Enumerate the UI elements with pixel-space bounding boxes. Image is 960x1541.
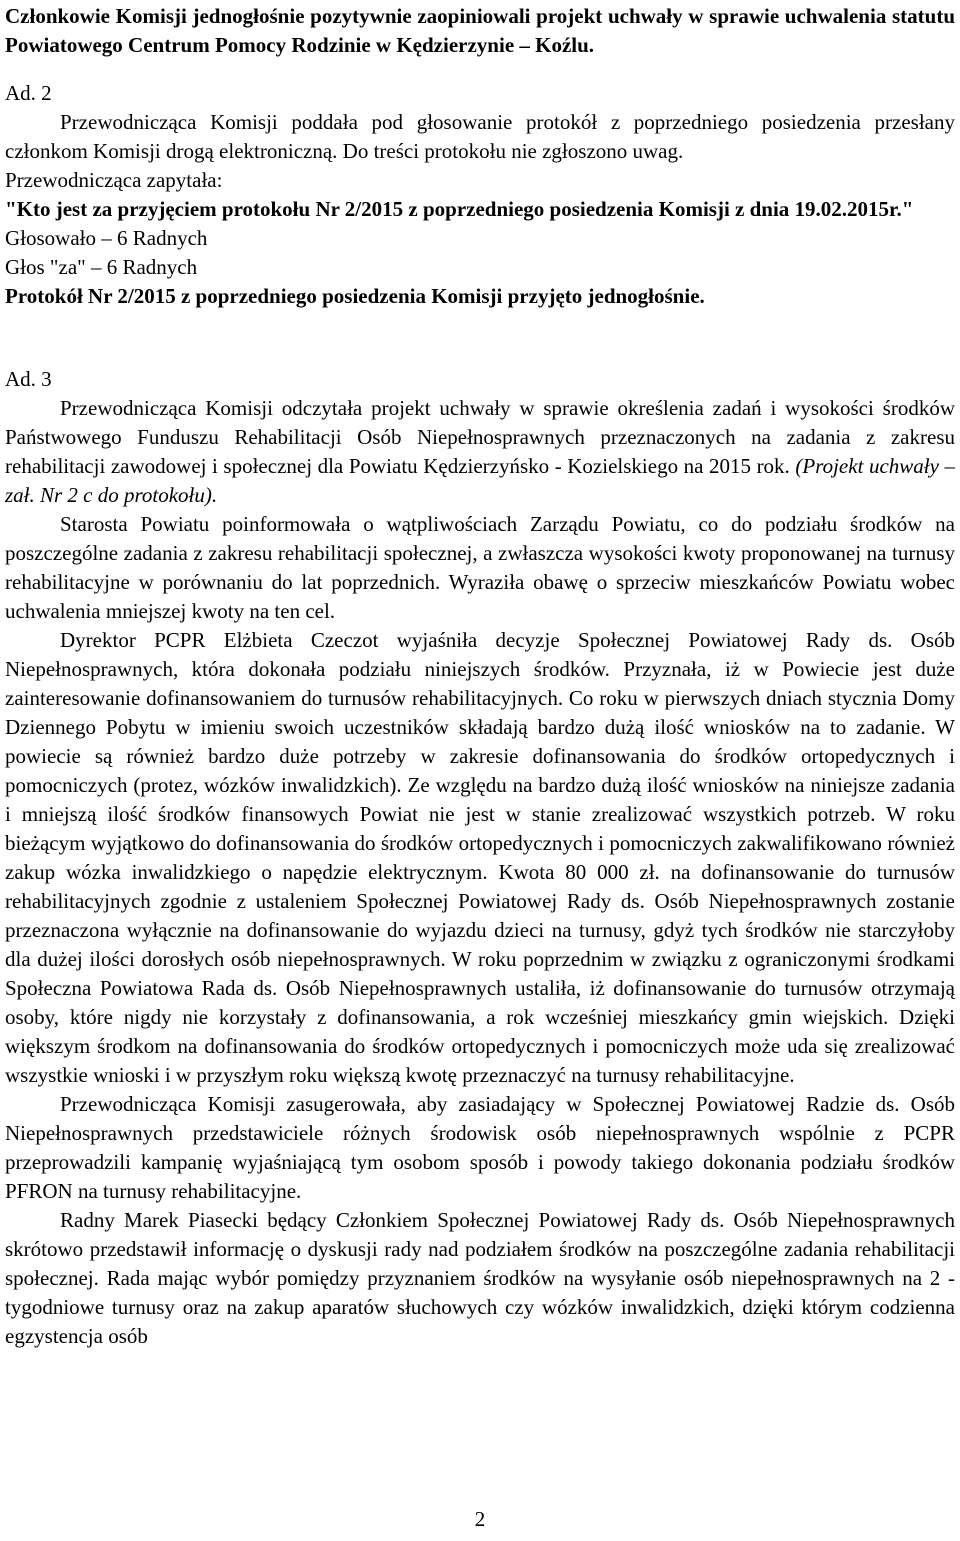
ad2-asked: Przewodnicząca zapytała:	[5, 168, 223, 192]
ad2-question: "Kto jest za przyjęciem protokołu Nr 2/2015 z poprzedniego posiedzenia Komisji z dnia 19.02.2015r."	[5, 197, 914, 221]
ad2-voted: Głosowało – 6 Radnych	[5, 226, 208, 250]
ad2-paragraph: Przewodnicząca Komisji poddała pod głosowanie protokół z poprzedniego posiedzenia przesłany członkom Komisji drogą elektroniczną. Do treści protokołu nie zgłoszono uwag.	[5, 110, 955, 163]
ad2-section	[5, 79, 955, 311]
ad3-paragraph-2: Starosta Powiatu poinformowała o wątpliwościach Zarządu Powiatu, co do podziału środków na poszczególne zadania z zakresu rehabilitacji społecznej, a zwłaszcza wysokości kwoty proponowanej na turnusy rehabilitacyjne w porównaniu do lat poprzednich. Wyraziła obawę o sprzeciw mieszkańców Powiatu wobec uchwalenia mniejszej kwoty na ten cel.	[5, 512, 955, 623]
ad3-attachment-note: (Projekt uchwały – zał. Nr 2 c do protokołu).	[5, 454, 955, 507]
ad2-heading: Ad. 2	[5, 81, 52, 105]
ad3-section	[5, 365, 955, 1351]
ad2-votes-for: Głos "za" – 6 Radnych	[5, 255, 198, 279]
ad3-paragraph-4: Przewodnicząca Komisji zasugerowała, aby zasiadający w Społecznej Powiatowej Radzie ds. Osób Niepełnosprawnych przedstawiciele różnych środowisk osób niepełnosprawnych wspólnie z PCPR przeprowadzili kampanię wyjaśniającą tym osobom sposób i powody takiego dokonania podziału środków PFRON na turnusy rehabilitacyjne.	[5, 1092, 955, 1203]
ad3-heading: Ad. 3	[5, 367, 52, 391]
ad3-paragraph-1-text: Przewodnicząca Komisji odczytała projekt uchwały w sprawie określenia zadań i wysokości środków Państwowego Funduszu Rehabilitacji Osób Niepełnosprawnych przeznaczonych na zadania z zakresu rehabilitacji zawodowej i społecznej dla Powiatu Kędzierzyńsko - Kozielskiego na 2015 rok.	[5, 396, 955, 478]
ad2-result: Protokół Nr 2/2015 z poprzedniego posiedzenia Komisji przyjęto jednogłośnie.	[5, 284, 705, 308]
ad3-paragraph-3: Dyrektor PCPR Elżbieta Czeczot wyjaśniła decyzje Społecznej Powiatowej Rady ds. Osób Niepełnosprawnych, która dokonała podziału niniejszych środków. Przyznała, iż w Powiecie jest duże zainteresowanie dofinansowaniem do turnusów rehabilitacyjnych. Co roku w pierwszych dniach stycznia Domy Dziennego Pobytu w imieniu swoich uczestników składają bardzo dużą ilość wniosków na to zadanie. W powiecie są również bardzo duże potrzeby w zakresie dofinansowania do środków ortopedycznych i pomocniczych (protez, wózków inwalidzkich). Ze względu na bardzo dużą ilość wniosków na niniejsze zadania i mniejszą ilość środków finansowych Powiat nie jest w stanie zrealizować wszystkich potrzeb. W roku bieżącym wyjątkowo do dofinansowania do środków ortopedycznych i pomocniczych zakwalifikowano również zakup wózka inwalidzkiego o napędzie elektrycznym. Kwota 80 000 zł. na dofinansowanie do turnusów rehabilitacyjnych zgodnie z ustaleniem Społecznej Powiatowej Rady ds. Osób Niepełnosprawnych zostanie przeznaczona wyłącznie na dofinansowanie do wyjazdu dzieci na turnusy, gdyż tych środków nie starczyłoby dla dużej ilości dorosłych osób niepełnosprawnych. W roku poprzednim w związku z ograniczonymi środkami Społeczna Powiatowa Rada ds. Osób Niepełnosprawnych ustaliła, iż dofinansowanie do turnusów otrzymają osoby, które nigdy nie korzystały z dofinansowania, a rok wcześniej mieszkańcy gmin wiejskich. Dzięki większym środkom na dofinansowania do środków ortopedycznych i pomocniczych może uda się zrealizować wszystkie wnioski i w przyszłym roku większą kwotę przeznaczyć na turnusy rehabilitacyjne.	[5, 628, 955, 1087]
intro-opinion: Członkowie Komisji jednogłośnie pozytywnie zaopiniowali projekt uchwały w sprawie uchwalenia statutu Powiatowego Centrum Pomocy Rodzinie w Kędzierzynie – Koźlu.	[5, 4, 955, 57]
ad3-paragraph-5: Radny Marek Piasecki będący Członkiem Społecznej Powiatowej Rady ds. Osób Niepełnosprawnych skrótowo przedstawił informację o dyskusji rady nad podziałem środków na poszczególne zadania rehabilitacji społecznej. Rada mając wybór pomiędzy przyznaniem środków na wysyłanie osób niepełnosprawnych na 2 - tygodniowe turnusy oraz na zakup aparatów słuchowych czy wózków inwalidzkich, dzięki którym codzienna egzystencja osób	[5, 1208, 955, 1348]
page-number: 2	[474, 1507, 486, 1531]
ad3-paragraph-1	[5, 394, 955, 510]
